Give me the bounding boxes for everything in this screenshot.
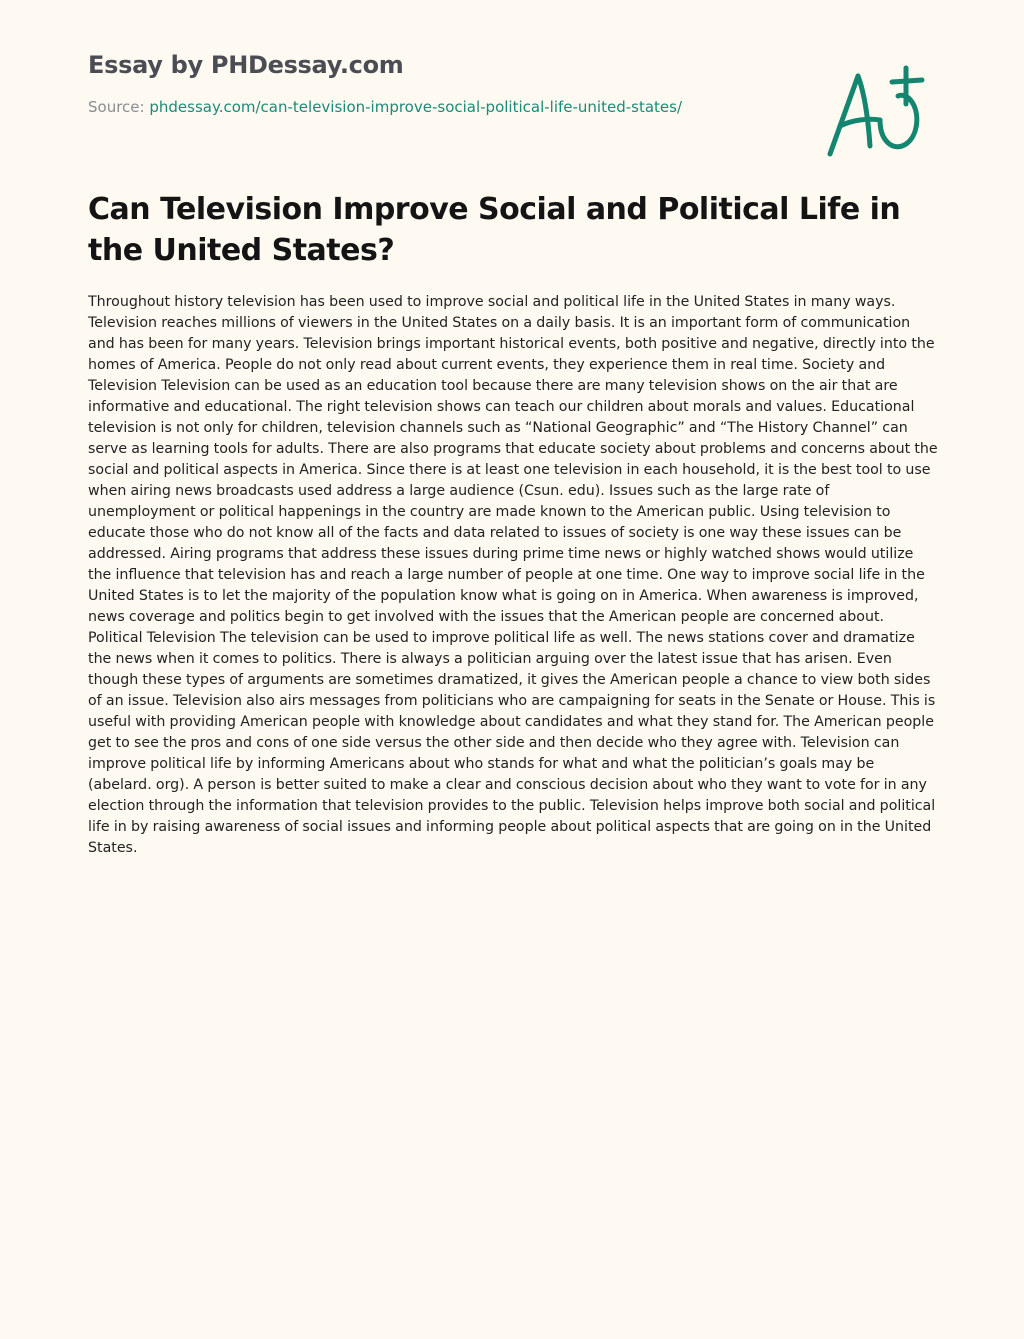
site-title: Essay by PHDessay.com [88,51,404,79]
a-plus-grade-icon [822,62,928,162]
source-link[interactable]: phdessay.com/can-television-improve-social-political-life-united-states/ [149,98,683,116]
document-body: Throughout history television has been used to improve social and political life in the United States in many ways. Television reaches millions of viewers in the United States on a daily basis. It is an important form of communication and has been for many years. Television brings important historical events, both positive and negative, directly into the homes of America. People do not only read about current events, they experience them in real time. Society and Television Television can be used as an education tool because there are many television shows on the air that are informative and educational. The right television shows can teach our children about morals and values. Educational television is not only for children, television channels such as “National Geographic” and “The History Channel” can serve as learning tools for adults. There are also programs that educate society about problems and concerns about the social and political aspects in America. Since there is at least one television in each household, it is the best tool to use when airing news broadcasts used address a large audience (Csun. edu). Issues such as the large rate of unemployment or political happenings in the country are made known to the American public. Using television to educate those who do not know all of the facts and data related to issues of society is one way these issues can be addressed. Airing programs that address these issues during prime time news or highly watched shows would utilize the influence that television has and reach a large number of people at one time. One way to improve social life in the United States is to let the majority of the population know what is going on in America. When awareness is improved, news coverage and politics begin to get involved with the issues that the American people are concerned about. Political Television The television can be used to improve political life as well. The news stations cover and dramatize the news when it comes to politics. There is always a politician arguing over the latest issue that has arisen. Even though these types of arguments are sometimes dramatized, it gives the American people a chance to view both sides of an issue. Television also airs messages from politicians who are campaigning for seats in the Senate or House. This is useful with providing American people with knowledge about candidates and what they stand for. The American people get to see the pros and cons of one side versus the other side and then decide who they agree with. Television can improve political life by informing Americans about who stands for what and what the politician’s goals may be (abelard. org). A person is better suited to make a clear and conscious decision about who they want to vote for in any election through the information that television provides to the public. Television helps improve both social and political life in by raising awareness of social issues and informing people about political aspects that are going on in the United States. [88,294,938,856]
source-line [88,96,788,118]
page-header [88,48,788,118]
source-label: Source: [88,98,145,116]
document-title: Can Television Improve Social and Political Life in the United States? [88,192,901,268]
